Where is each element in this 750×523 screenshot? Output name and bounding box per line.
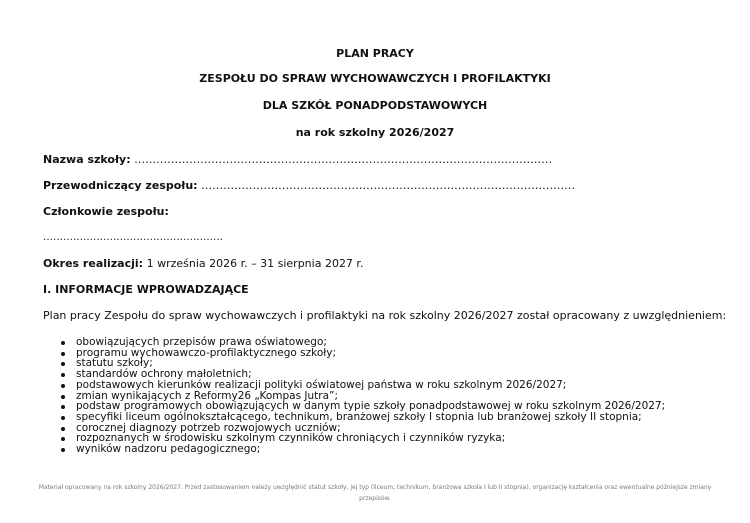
title-szkoly: DLA SZKÓŁ PONADPODSTAWOWYCH — [262, 99, 488, 112]
list-item: statutu szkoły; — [43, 358, 665, 369]
bullet-icon — [61, 416, 65, 420]
list-item: obowiązujących przepisów prawa oświatowego; — [43, 337, 665, 348]
bullet-icon — [61, 448, 65, 452]
footer-note: Materiał opracowany na rok szkolny 2026/2027. Przed zastosowaniem należy uwzględnić statut szkoły, jej typ (liceum, technikum, branżowa szkoła I lub II stopnia), organizację kształcenia oraz ewentualne późniejsze zmiany przepisów. — [38, 484, 712, 502]
bullet-icon — [61, 405, 65, 409]
period-value: 1 września 2026 r. – 31 sierpnia 2027 r. — [146, 257, 364, 270]
list-item: programu wychowawczo-profilaktycznego szkoły; — [43, 348, 665, 359]
title-rok-szkolny: na rok szkolny 2026/2027 — [295, 126, 455, 139]
bullet-icon — [61, 437, 65, 441]
list-item: podstawowych kierunków realizacji polityki oświatowej państwa w roku szkolnym 2026/2027; — [43, 380, 665, 391]
bullet-icon — [61, 352, 65, 356]
list-item: rozpoznanych w środowisku szkolnym czynników chroniących i czynników ryzyka; — [43, 433, 665, 444]
list-item: wyników nadzoru pedagogicznego; — [43, 444, 665, 455]
chair-label: Przewodniczący zespołu: — [43, 179, 198, 192]
school-name-label: Nazwa szkoły: — [43, 153, 131, 166]
chair-field — [43, 179, 575, 193]
list-item: podstaw programowych obowiązujących w danym typie szkoły ponadpodstawowej w roku szkolnym 2026/2027; — [43, 401, 665, 412]
bullet-icon — [61, 341, 65, 345]
bullet-icon — [61, 395, 65, 399]
section-1-intro: Plan pracy Zespołu do spraw wychowawczych i profilaktyki na rok szkolny 2026/2027 został opracowany z uwzględnieniem: — [43, 309, 727, 322]
period-label: Okres realizacji: — [43, 257, 144, 270]
chair-placeholder: ………………………………………………………………………………………… — [201, 179, 576, 192]
title-plan-pracy: PLAN PRACY — [336, 47, 414, 60]
bullet-icon — [61, 373, 65, 377]
list-item: corocznej diagnozy potrzeb rozwojowych uczniów; — [43, 423, 665, 434]
school-name-placeholder: …………………………………………………………………………………………………… — [134, 153, 553, 166]
section-1-heading: I. INFORMACJE WPROWADZAJĄCE — [43, 283, 249, 296]
members-label: Członkowie zespołu: — [43, 205, 169, 218]
period-field — [43, 257, 363, 271]
list-item: zmian wynikających z Reformy26 „Kompas Jutra”; — [43, 391, 665, 402]
bullet-icon — [61, 384, 65, 388]
members-label-row — [43, 205, 169, 219]
members-placeholder: ……………………………………………… — [43, 232, 223, 243]
school-name-field — [43, 153, 552, 167]
bullet-icon — [61, 362, 65, 366]
list-item: standardów ochrony małoletnich; — [43, 369, 665, 380]
section-1-bullet-list — [43, 337, 665, 455]
bullet-icon — [61, 427, 65, 431]
list-item: specyfiki liceum ogólnokształcącego, technikum, branżowej szkoły I stopnia lub branżowej szkoły II stopnia; — [43, 412, 665, 423]
title-zespol: ZESPOŁU DO SPRAW WYCHOWAWCZYCH I PROFILAKTYKI — [199, 72, 551, 85]
